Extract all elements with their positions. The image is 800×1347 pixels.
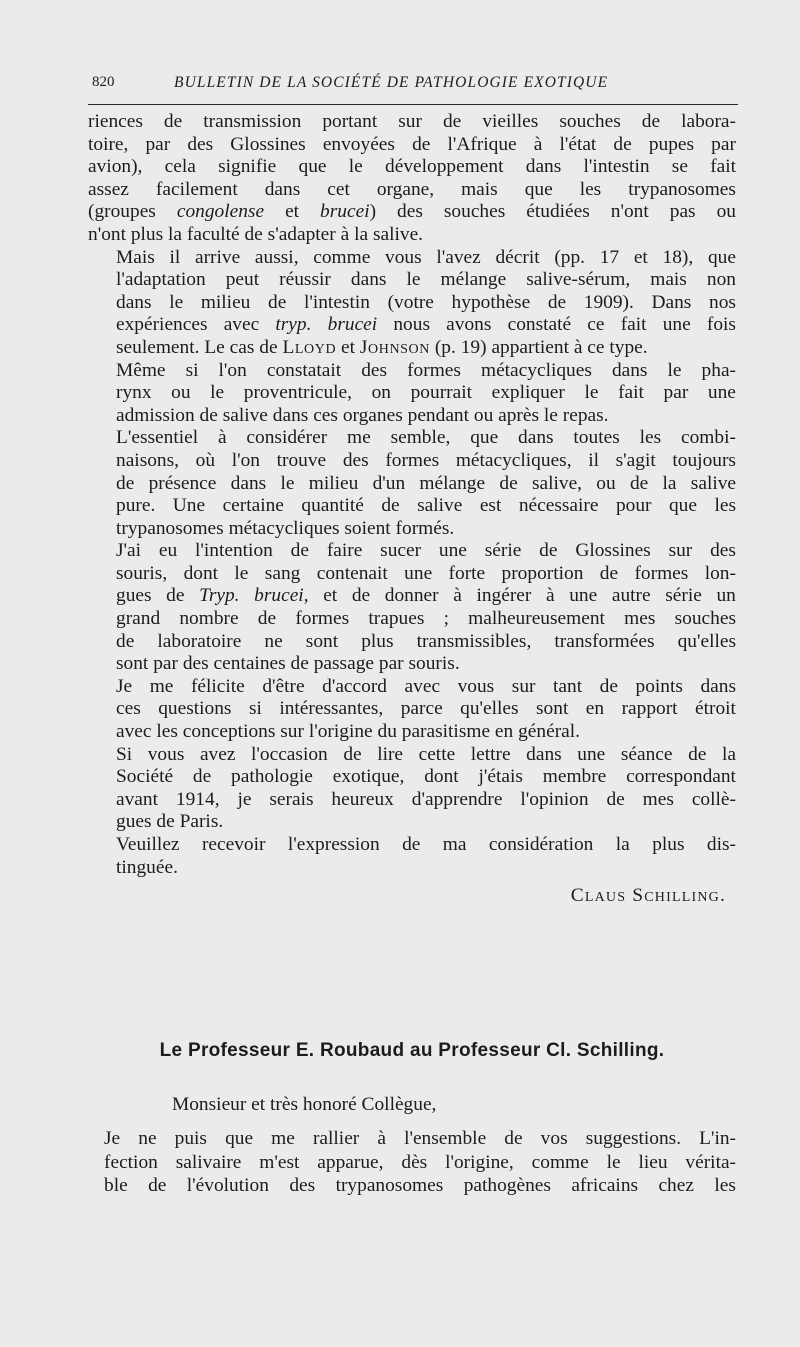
paragraph-p0: [88, 111, 736, 247]
text-line: grand nombre de formes trapues ; malheureusement mes souches: [116, 608, 736, 630]
letter-paragraphs: [88, 111, 736, 879]
text-line: assez facilement dans cet organe, mais que les trypanosomes: [88, 178, 736, 200]
running-title: BULLETIN DE LA SOCIÉTÉ DE PATHOLOGIE EXOTIQUE: [174, 74, 609, 91]
text-line: gues de Tryp. brucei, et de donner à ingérer à une autre série un: [116, 585, 736, 607]
letter-schilling-body: [88, 111, 736, 908]
text-line: toire, par des Glossines envoyées de l'Afrique à l'état de pupes par: [88, 133, 736, 155]
text-line: tinguée.: [116, 856, 178, 878]
paragraph-p7: [88, 834, 736, 879]
text-line: sont par des centaines de passage par souris.: [116, 653, 460, 675]
paragraph-p5: [88, 676, 736, 744]
text-line: l'adaptation peut réussir dans le mélange salive-sérum, mais non: [116, 269, 736, 291]
text-line: avec les conceptions sur l'origine du parasitisme en général.: [116, 721, 580, 743]
page-header: [88, 70, 738, 98]
text-line: Je me félicite d'être d'accord avec vous sur tant de points dans: [116, 675, 737, 697]
text-line: fection salivaire m'est apparue, dès l'origine, comme le lieu vérita-: [104, 1151, 737, 1173]
salutation: Monsieur et très honoré Collègue,: [172, 1094, 437, 1115]
text-line: avion), cela signifie que le développement dans l'intestin se fait: [88, 156, 737, 178]
text-line: pure. Une certaine quantité de salive est nécessaire pour que les: [116, 495, 736, 517]
text-line: souris, dont le sang contenait une forte proportion de formes lon-: [116, 562, 736, 584]
text-line: n'ont plus la faculté de s'adapter à la salive.: [88, 223, 424, 245]
text-line: admission de salive dans ces organes pendant ou après le repas.: [116, 404, 609, 426]
paragraph-p6: [88, 744, 736, 834]
paragraph-p4: [88, 540, 736, 676]
text-line: Veuillez recevoir l'expression de ma considération la plus dis-: [116, 834, 737, 855]
letter-roubaud-heading: Le Professeur E. Roubaud au Professeur Cl. Schilling.: [159, 1040, 665, 1061]
text-line: avant 1914, je serais heureux d'apprendre l'opinion de mes collè-: [116, 788, 736, 810]
letter-roubaud-body: [88, 1127, 736, 1198]
header-rule: [88, 104, 738, 105]
text-line: rynx ou le proventricule, on pourrait expliquer le fait par une: [116, 382, 736, 404]
text-line: trypanosomes métacycliques soient formés.: [116, 517, 455, 539]
text-line: J'ai eu l'intention de faire sucer une série de Glossines sur des: [116, 540, 736, 562]
page-number: 820: [92, 74, 115, 90]
text-line: Je ne puis que me rallier à l'ensemble de vos suggestions. L'in-: [104, 1128, 737, 1149]
text-line: expériences avec tryp. brucei nous avons constaté ce fait une fois: [116, 314, 736, 336]
paragraph-p1: [88, 247, 736, 360]
paragraph-p2: [88, 360, 736, 428]
text-line: riences de transmission portant sur de vieilles souches de labora-: [88, 111, 736, 132]
text-line: de laboratoire ne sont plus transmissibles, transformées qu'elles: [116, 630, 737, 652]
text-line: Mais il arrive aussi, comme vous l'avez décrit (pp. 17 et 18), que: [116, 246, 736, 268]
text-line: de présence dans le milieu d'un mélange de salive, ou de la salive: [116, 472, 737, 494]
text-line: gues de Paris.: [116, 811, 224, 833]
text-line: L'essentiel à considérer me semble, que dans toutes les combi-: [116, 427, 736, 449]
text-line: naisons, où l'on trouve des formes métacycliques, il s'agit toujours: [116, 449, 736, 471]
text-line: Si vous avez l'occasion de lire cette lettre dans une séance de la: [116, 743, 736, 765]
text-line: Société de pathologie exotique, dont j'étais membre correspondant: [116, 766, 736, 788]
text-line: ces questions si intéressantes, parce qu'elles sont en rapport étroit: [116, 698, 736, 720]
text-line: (groupes congolense et brucei) des souches étudiées n'ont pas ou: [88, 201, 736, 223]
text-line: ble de l'évolution des trypanosomes pathogènes africains chez les: [104, 1175, 736, 1196]
text-line: dans le milieu de l'intestin (votre hypothèse de 1909). Dans nos: [116, 291, 736, 313]
letter-roubaud-paragraph: [88, 1127, 736, 1198]
signature: Claus Schilling.: [570, 885, 726, 907]
text-line: Même si l'on constatait des formes métacycliques dans le pha-: [116, 359, 737, 381]
paragraph-p3: [88, 427, 736, 540]
text-line: seulement. Le cas de Lloyd et Johnson (p. 19) appartient à ce type.: [116, 336, 648, 358]
